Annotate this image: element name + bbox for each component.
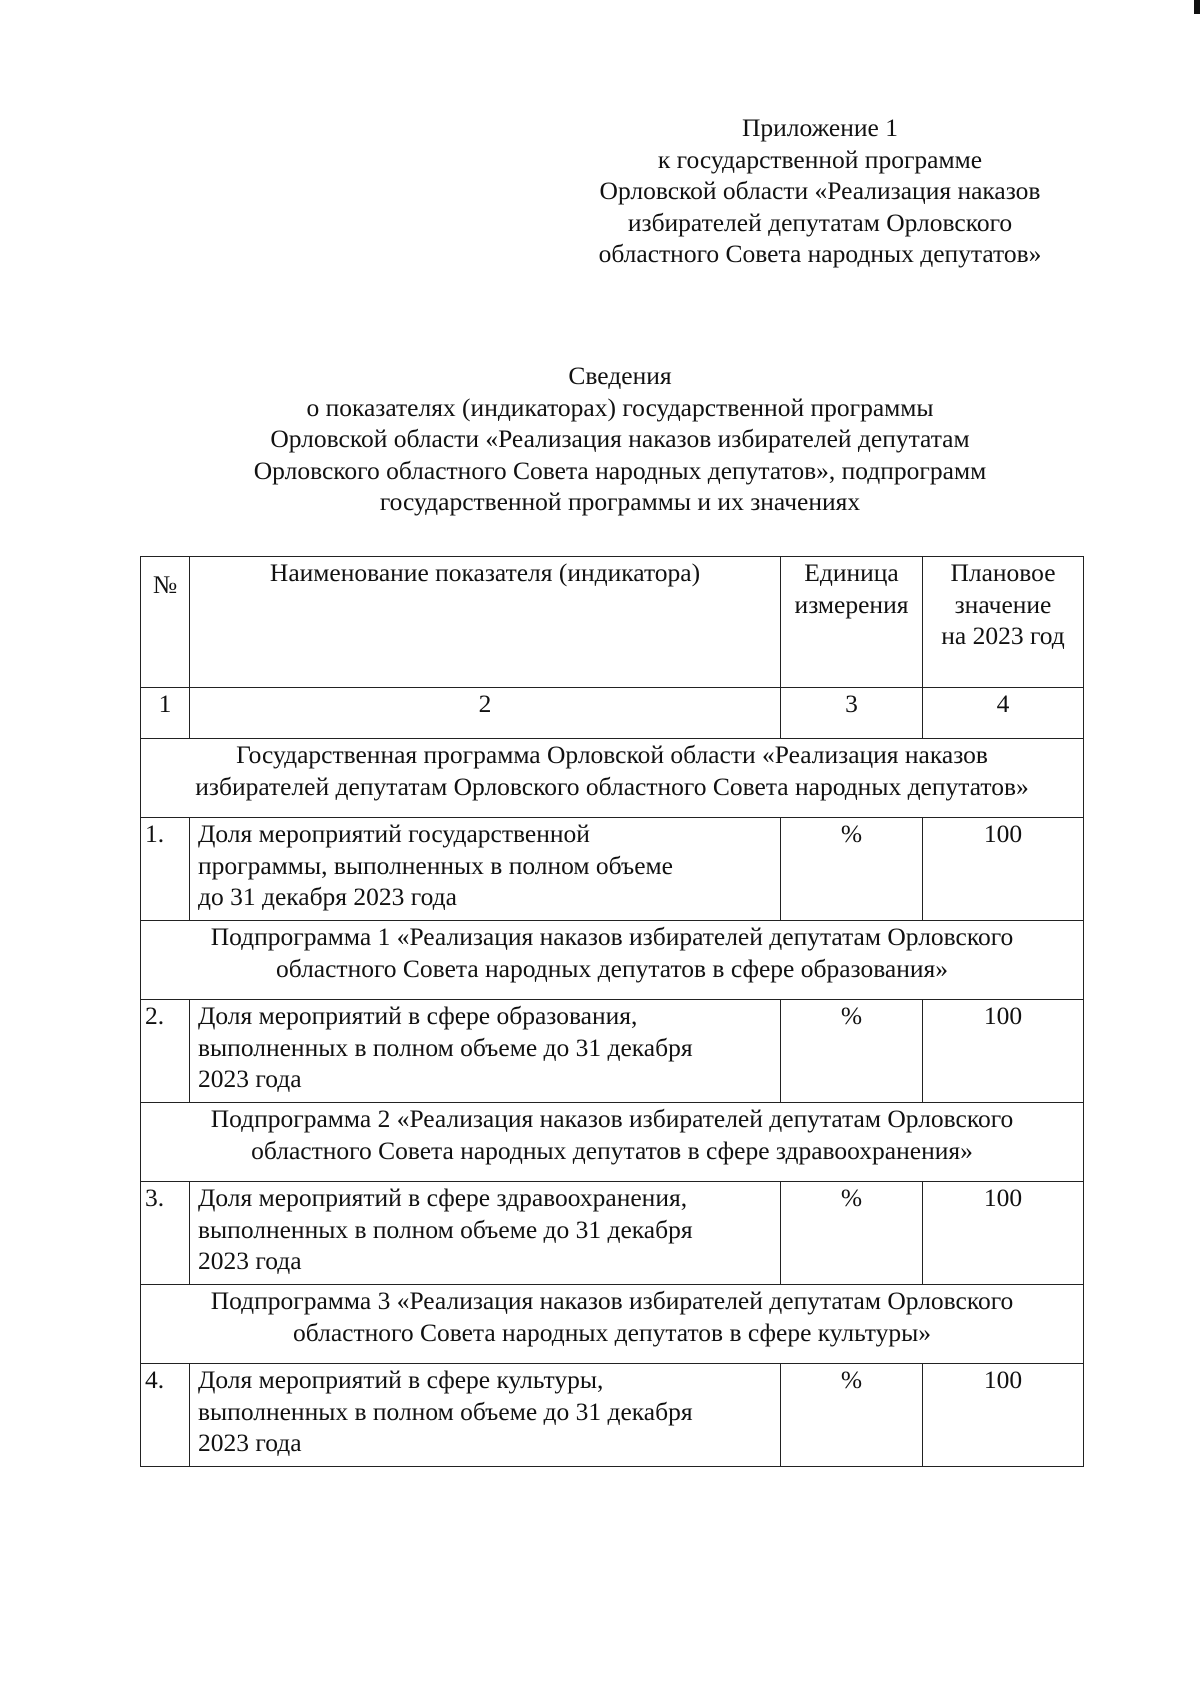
section-title — [141, 1285, 1084, 1364]
column-index: 1 — [141, 688, 190, 739]
header-unit-line: измерения — [794, 589, 909, 619]
section-title — [141, 1103, 1084, 1182]
header-plan-line: на 2023 год — [941, 621, 1065, 650]
row-value: 100 — [923, 1182, 1084, 1285]
section-title — [141, 739, 1084, 818]
scan-edge-mark — [1194, 0, 1200, 14]
title-line: Орловской области «Реализация наказов избирателей депутатам — [270, 424, 970, 453]
title-line: Сведения — [568, 361, 672, 390]
row-value: 100 — [923, 1364, 1084, 1467]
section-title-line: Государственная программа Орловской области «Реализация наказов — [236, 740, 988, 769]
table-row — [141, 1000, 1084, 1103]
row-num: 3. — [141, 1182, 190, 1285]
header-plan — [923, 557, 1084, 688]
header-name: Наименование показателя (индикатора) — [190, 557, 781, 688]
row-value: 100 — [923, 1000, 1084, 1103]
appendix-line: областного Совета народных депутатов» — [598, 239, 1042, 268]
row-name-line: выполненных в полном объеме до 31 декабря — [198, 1032, 693, 1062]
header-unit-line: Единица — [804, 558, 899, 587]
appendix-line: избирателей депутатам Орловского — [627, 207, 1013, 237]
row-unit: % — [781, 1364, 923, 1467]
header-plan-line: Плановое — [950, 558, 1056, 587]
title-line: Орловского областного Совета народных депутатов», подпрограмм — [253, 455, 987, 485]
row-name — [190, 1364, 781, 1467]
row-name-line: 2023 года — [198, 1428, 302, 1457]
section-title — [141, 921, 1084, 1000]
row-name — [190, 818, 781, 921]
appendix-line: Приложение 1 — [742, 113, 898, 142]
row-name-line: Доля мероприятий в сфере культуры, — [198, 1365, 604, 1394]
section-title-line: областного Совета народных депутатов в сфере здравоохранения» — [251, 1135, 973, 1165]
section-title-line: областного Совета народных депутатов в сфере культуры» — [293, 1317, 931, 1347]
row-name-line: программы, выполненных в полном объеме — [198, 850, 673, 880]
header-unit — [781, 557, 923, 688]
header-plan-line: значение — [954, 589, 1052, 619]
title-line: государственной программы и их значениях — [379, 487, 861, 516]
section-row — [141, 1103, 1084, 1182]
table-header-row — [141, 557, 1084, 688]
section-title-line: Подпрограмма 2 «Реализация наказов избирателей депутатам Орловского — [210, 1104, 1014, 1133]
row-name-line: Доля мероприятий государственной — [198, 819, 590, 848]
row-num: 1. — [141, 818, 190, 921]
row-name-line: 2023 года — [198, 1246, 302, 1275]
table-row — [141, 1182, 1084, 1285]
row-num: 4. — [141, 1364, 190, 1467]
section-title-line: избирателей депутатам Орловского областного Совета народных депутатов» — [195, 771, 1029, 801]
column-index: 2 — [190, 688, 781, 739]
section-title-line: Подпрограмма 1 «Реализация наказов избирателей депутатам Орловского — [210, 922, 1014, 951]
section-row — [141, 921, 1084, 1000]
row-unit: % — [781, 1182, 923, 1285]
section-title-line: областного Совета народных депутатов в сфере образования» — [275, 953, 949, 983]
row-num: 2. — [141, 1000, 190, 1103]
row-name — [190, 1000, 781, 1103]
document-title — [150, 360, 1090, 518]
indicators-table — [140, 556, 1084, 1467]
appendix-line: к государственной программе — [657, 144, 983, 174]
column-index-row — [141, 688, 1084, 739]
table-row — [141, 818, 1084, 921]
row-unit: % — [781, 818, 923, 921]
column-index: 4 — [923, 688, 1084, 739]
column-index: 3 — [781, 688, 923, 739]
table-row — [141, 1364, 1084, 1467]
row-name-line: выполненных в полном объеме до 31 декабря — [198, 1396, 693, 1426]
row-name-line: Доля мероприятий в сфере здравоохранения, — [198, 1183, 688, 1212]
row-name-line: до 31 декабря 2023 года — [198, 882, 457, 911]
row-name-line: 2023 года — [198, 1064, 302, 1093]
header-num: № — [141, 557, 190, 688]
appendix-line: Орловской области «Реализация наказов — [599, 176, 1041, 205]
section-row — [141, 1285, 1084, 1364]
row-unit: % — [781, 1000, 923, 1103]
row-name-line: Доля мероприятий в сфере образования, — [198, 1001, 638, 1030]
section-title-line: Подпрограмма 3 «Реализация наказов избирателей депутатам Орловского — [210, 1286, 1014, 1315]
title-line: о показателях (индикаторах) государственной программы — [306, 392, 934, 422]
appendix-block — [570, 112, 1070, 270]
row-name-line: выполненных в полном объеме до 31 декабря — [198, 1214, 693, 1244]
section-row — [141, 739, 1084, 818]
row-name — [190, 1182, 781, 1285]
row-value: 100 — [923, 818, 1084, 921]
